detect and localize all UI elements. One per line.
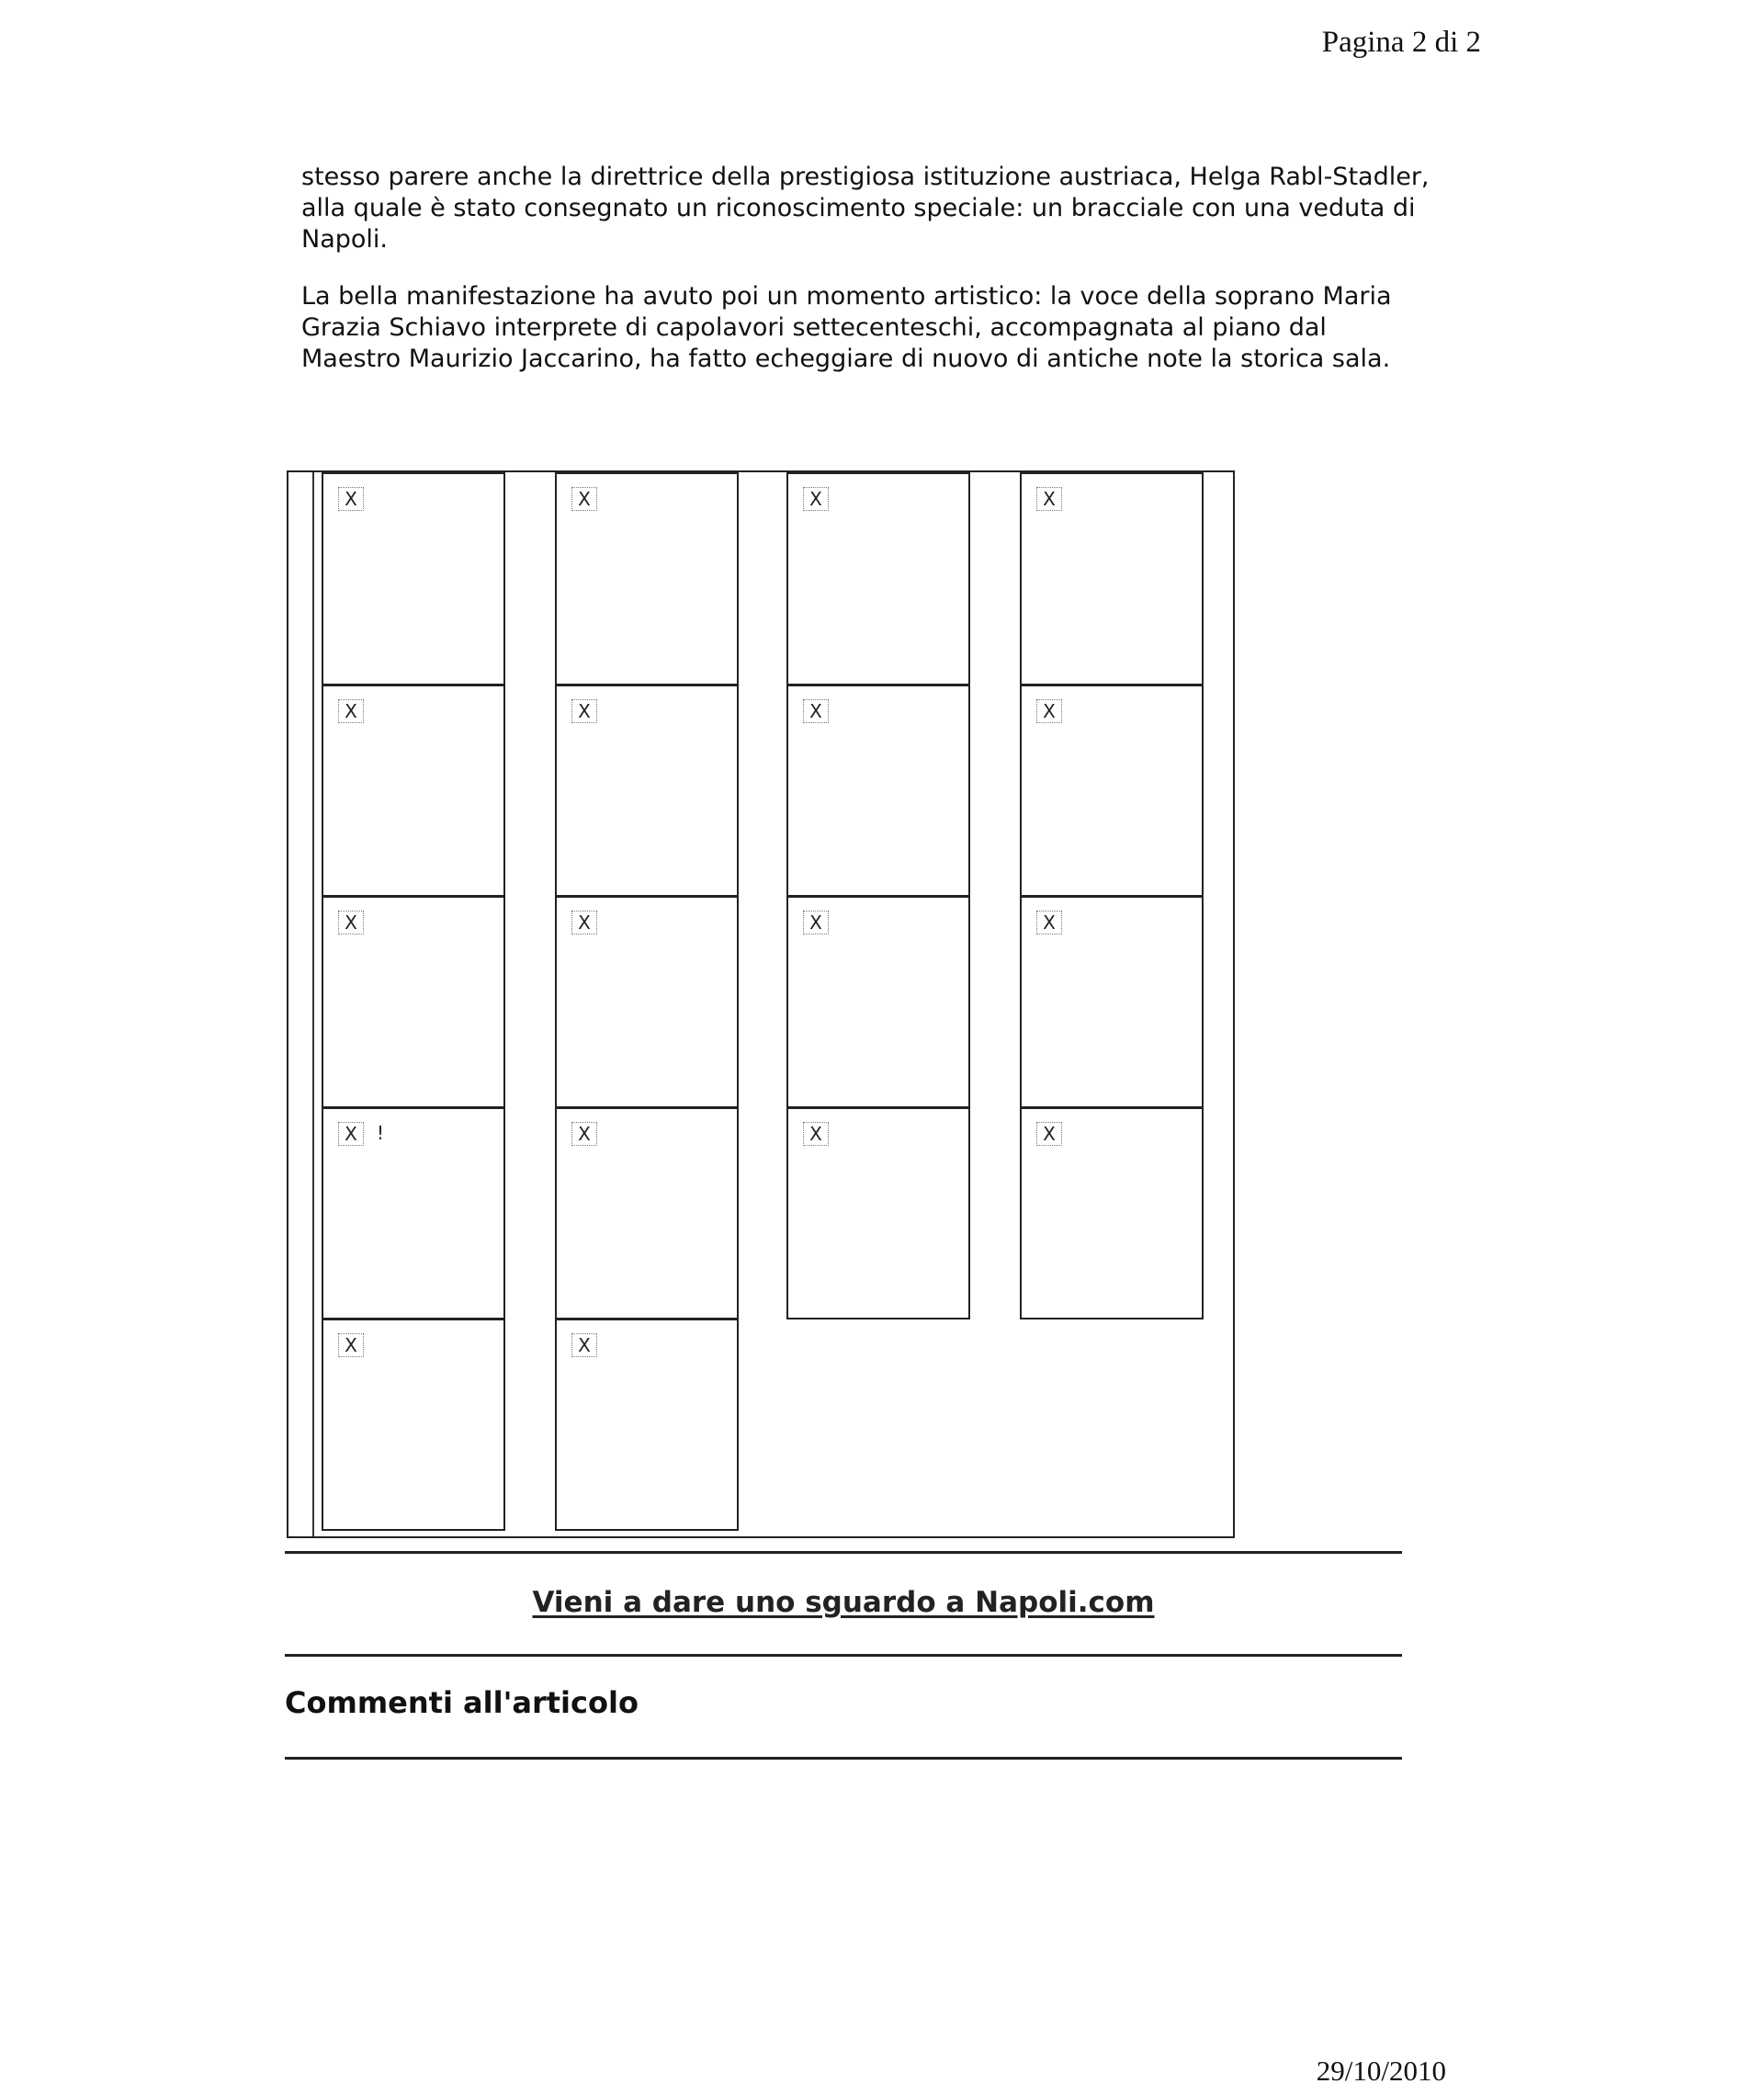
gallery-image[interactable] bbox=[555, 472, 739, 685]
gallery-column-4 bbox=[1020, 472, 1204, 1319]
gallery-image[interactable] bbox=[322, 472, 505, 685]
napoli-com-link[interactable]: Vieni a dare uno sguardo a Napoli.com bbox=[532, 1586, 1155, 1619]
gallery-image[interactable] bbox=[555, 897, 739, 1108]
gallery-column-2 bbox=[555, 472, 739, 1531]
gallery-image[interactable] bbox=[322, 1319, 505, 1531]
broken-image-icon: X bbox=[803, 911, 829, 934]
broken-image-icon: X bbox=[803, 487, 829, 511]
gallery-image[interactable] bbox=[555, 685, 739, 897]
gallery-image[interactable] bbox=[1020, 472, 1204, 685]
broken-image-icon: X bbox=[571, 1122, 597, 1146]
broken-image-icon: X bbox=[338, 487, 364, 511]
gallery-image[interactable] bbox=[322, 897, 505, 1108]
broken-image-icon: X bbox=[338, 1333, 364, 1357]
broken-image-icon: X bbox=[338, 1122, 364, 1146]
article-paragraph-2: La bella manifestazione ha avuto poi un momento artistico: la voce della soprano Maria Grazia Schiavo interprete di capolavori settecenteschi, accompagnata al piano dal Maestro Maurizio Jaccarino, ha fatto echeggiare di nuovo di antiche note la storica sala. bbox=[301, 282, 1392, 373]
broken-image-icon: X bbox=[571, 699, 597, 723]
broken-image-icon: X bbox=[571, 487, 597, 511]
gallery-image[interactable] bbox=[555, 1108, 739, 1319]
stray-mark: ! bbox=[377, 1122, 385, 1144]
broken-image-icon: X bbox=[338, 699, 364, 723]
gallery-image[interactable] bbox=[322, 1108, 505, 1319]
article-paragraph-1: stesso parere anche la direttrice della prestigiosa istituzione austriaca, Helga Rabl-Stadler, alla quale è stato consegnato un riconoscimento speciale: un bracciale con una veduta di Napoli. bbox=[301, 163, 1430, 254]
divider-middle bbox=[285, 1654, 1402, 1657]
broken-image-icon: X bbox=[571, 911, 597, 934]
broken-image-icon: X bbox=[571, 1333, 597, 1357]
broken-image-icon: X bbox=[1036, 911, 1062, 934]
gallery-image[interactable] bbox=[786, 472, 970, 685]
gallery-column-3 bbox=[786, 472, 970, 1319]
divider-top bbox=[285, 1551, 1402, 1554]
divider-bottom bbox=[285, 1757, 1402, 1760]
broken-image-icon: X bbox=[1036, 699, 1062, 723]
broken-image-icon: X bbox=[803, 699, 829, 723]
gallery-image[interactable] bbox=[1020, 685, 1204, 897]
gallery-image[interactable] bbox=[786, 1108, 970, 1319]
gallery-image[interactable] bbox=[322, 685, 505, 897]
broken-image-icon: X bbox=[1036, 487, 1062, 511]
gallery-image[interactable] bbox=[786, 897, 970, 1108]
comments-heading: Commenti all'articolo bbox=[285, 1685, 639, 1720]
photo-gallery bbox=[287, 470, 1235, 1538]
gallery-image[interactable] bbox=[555, 1319, 739, 1531]
gallery-image[interactable] bbox=[1020, 897, 1204, 1108]
print-date: 29/10/2010 bbox=[1316, 2055, 1446, 2087]
gallery-column-1 bbox=[322, 472, 505, 1531]
broken-image-icon: X bbox=[803, 1122, 829, 1146]
gallery-divider bbox=[312, 472, 314, 1536]
broken-image-icon: X bbox=[1036, 1122, 1062, 1146]
gallery-image[interactable] bbox=[1020, 1108, 1204, 1319]
page-indicator: Pagina 2 di 2 bbox=[1321, 26, 1481, 59]
gallery-image[interactable] bbox=[786, 685, 970, 897]
broken-image-icon: X bbox=[338, 911, 364, 934]
